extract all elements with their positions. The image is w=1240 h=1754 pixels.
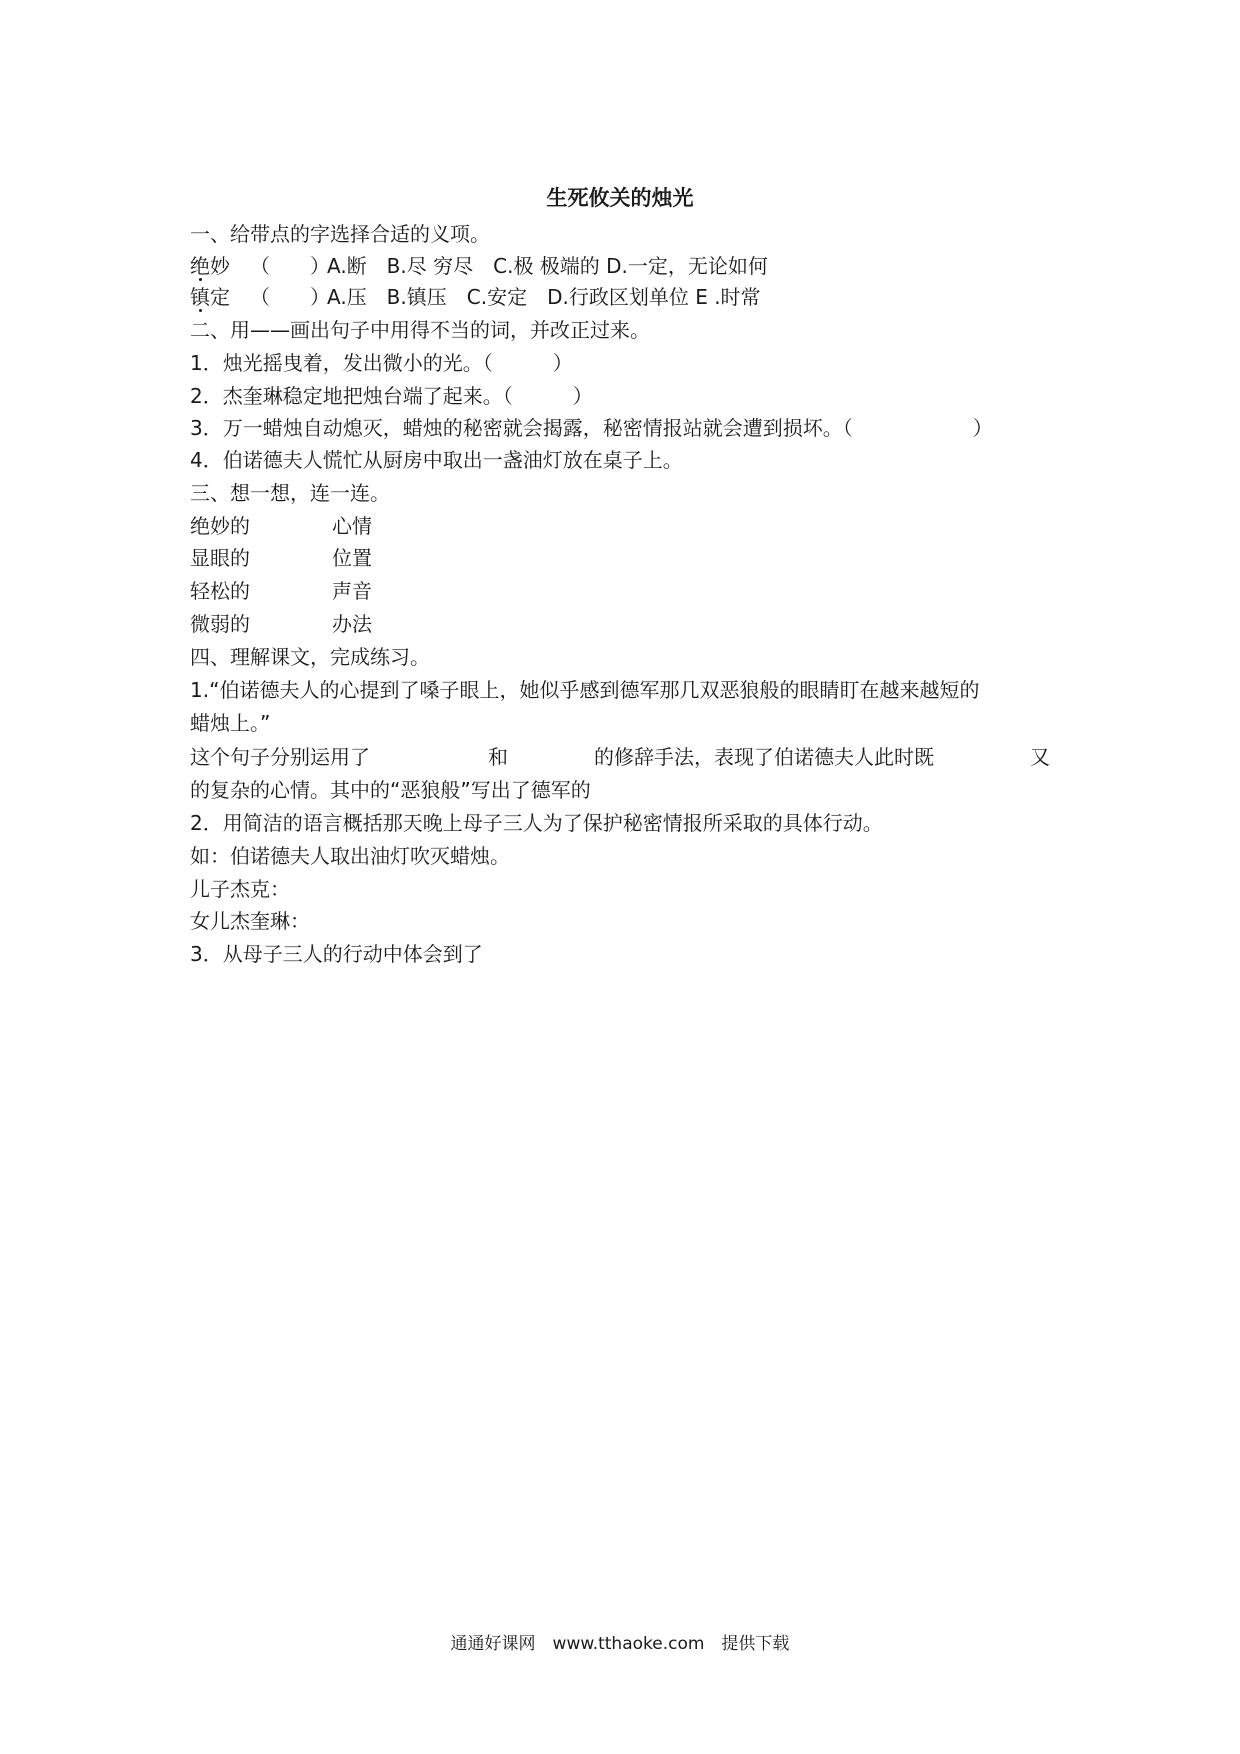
match-right-4: 办法 xyxy=(332,612,372,636)
section-4-q3: 3．从母子三人的行动中体会到了 xyxy=(190,942,483,966)
page-title: 生死攸关的烛光 xyxy=(546,186,694,210)
section-4-q1-line-2: 蜡烛上。” xyxy=(190,711,271,735)
section-4-heading: 四、理解课文，完成练习。 xyxy=(190,645,430,669)
fill-text-a: 这个句子分别运用了 xyxy=(190,745,370,769)
section-2-item-1: 1．烛光摇曳着，发出微小的光。（ ） xyxy=(190,351,573,375)
q1-blank: （ ） xyxy=(250,254,330,278)
match-right-2: 位置 xyxy=(332,546,372,570)
section-2-item-4: 4．伯诺德夫人慌忙从厨房中取出一盏油灯放在桌子上。 xyxy=(190,448,683,472)
section-2-heading: 二、用——画出句子中用得不当的词，并改正过来。 xyxy=(190,318,650,342)
section-4-q2: 2．用简洁的语言概括那天晚上母子三人为了保护秘密情报所采取的具体行动。 xyxy=(190,811,883,835)
section-4-daughter: 女儿杰奎琳： xyxy=(190,909,310,933)
fill-text-c: 的修辞手法，表现了伯诺德夫人此时既 xyxy=(594,745,934,769)
match-left-1: 绝妙的 xyxy=(190,514,250,538)
q1-word: 绝妙 xyxy=(190,254,230,278)
match-right-1: 心情 xyxy=(332,514,372,538)
match-left-2: 显眼的 xyxy=(190,546,250,570)
footer-text: 通通好课网 www.tthaoke.com 提供下载 xyxy=(450,1634,790,1654)
fill-text-b: 和 xyxy=(488,745,508,769)
q2-word: 镇定 xyxy=(190,285,230,309)
section-2-item-3: 3．万一蜡烛自动熄灭，蜡烛的秘密就会揭露，秘密情报站就会遭到损坏。（ ） xyxy=(190,416,993,440)
q2-blank: （ ） xyxy=(250,285,330,309)
match-left-3: 轻松的 xyxy=(190,579,250,603)
match-right-3: 声音 xyxy=(332,579,372,603)
section-4-example: 如：伯诺德夫人取出油灯吹灭蜡烛。 xyxy=(190,844,510,868)
section-3-heading: 三、想一想，连一连。 xyxy=(190,481,390,505)
section-1-heading: 一、给带点的字选择合适的义项。 xyxy=(190,222,490,246)
q2-options: A.压 B.镇压 C.安定 D.行政区划单位 E .时常 xyxy=(327,285,761,309)
match-left-4: 微弱的 xyxy=(190,612,250,636)
q1-options: A.断 B.尽 穷尽 C.极 极端的 D.一定，无论如何 xyxy=(327,254,768,278)
section-2-item-2: 2．杰奎琳稳定地把烛台端了起来。（ ） xyxy=(190,384,593,408)
section-4-son: 儿子杰克： xyxy=(190,877,290,901)
fill-text-d: 又 xyxy=(1030,745,1050,769)
section-4-fill-line-2: 的复杂的心情。其中的“恶狼般”写出了德军的 xyxy=(190,778,591,802)
section-4-q1-line-1: 1.“伯诺德夫人的心提到了嗓子眼上，她似乎感到德军那几双恶狼般的眼睛盯在越来越短的 xyxy=(190,678,980,702)
